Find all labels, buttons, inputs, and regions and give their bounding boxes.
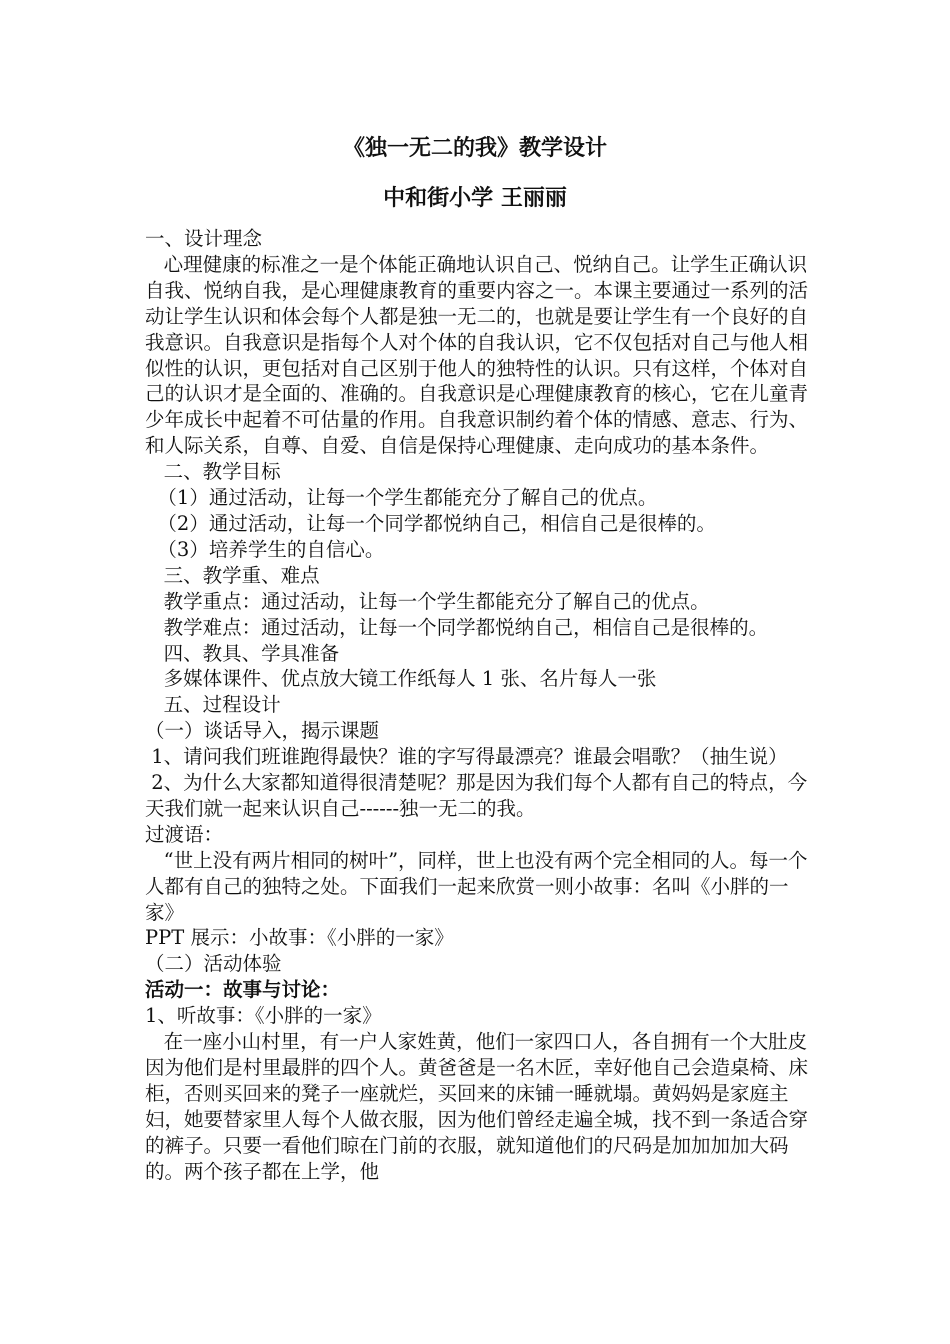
body-paragraph: （二）活动体验 xyxy=(145,952,282,976)
body-paragraph: 四、教具、学具准备 xyxy=(145,641,340,665)
body-paragraph: 三、教学重、难点 xyxy=(145,563,320,587)
body-paragraph: 五、过程设计 xyxy=(145,693,281,717)
body-paragraph: 心理健康的标准之一是个体能正确地认识自己、悦纳自己。让学生正确认识自我、悦纳自我，是心理健康教育的重要内容之一。本课主要通过一系列的活动让学生认识和体会每个人都是独一无二的，也就是要让学生有一个良好的自我意识。自我意识是指每个人对个体的自我认识，它不仅包括对自己与他人相似性的认识，更包括对自己区别于他人的独特性的认识。只有这样，个体对自己的认识才是全面的、准确的。自我意识是心理健康教育的核心，它在儿童青少年成长中起着不可估量的作用。自我意识制约着个体的情感、意志、行为、和人际关系，自尊、自爱、自信是保持心理健康、走向成功的基本条件。 xyxy=(145,252,809,458)
body-paragraph: 2、为什么大家都知道得很清楚呢？那是因为我们每个人都有自己的特点，今天我们就一起来认识自己------独一无二的我。 xyxy=(145,771,808,820)
body-paragraph: （3）培养学生的自信心。 xyxy=(145,537,385,561)
body-paragraph: 在一座小山村里，有一户人家姓黄，他们一家四口人，各自拥有一个大肚皮因为他们是村里最胖的四个人。黄爸爸是一名木匠，幸好他自己会造桌椅、床柜，否则买回来的凳子一座就烂，买回来的床铺一睡就塌。黄妈妈是家庭主妇，她要替家里人每个人做衣服，因为他们曾经走遍全城，找不到一条适合穿的裤子。只要一看他们晾在门前的衣服，就知道他们的尺码是加加加加大码的。两个孩子都在上学，他 xyxy=(145,1030,809,1183)
body-paragraph: 一、设计理念 xyxy=(145,227,263,250)
body-paragraph: （一）谈话导入，揭示课题 xyxy=(145,719,380,743)
body-paragraph: （1）通过活动，让每一个学生都能充分了解自己的优点。 xyxy=(145,486,658,510)
body-paragraph: 二、教学目标 xyxy=(145,460,281,484)
body-paragraph: 1、听故事：《小胖的一家》 xyxy=(145,1004,382,1028)
body-paragraph: PPT 展示：小故事：《小胖的一家》 xyxy=(145,926,454,950)
document-body xyxy=(145,226,811,1185)
body-paragraph: 过渡语： xyxy=(145,822,224,846)
body-paragraph: 1、请问我们班谁跑得最快？谁的字写得最漂亮？谁最会唱歌？（抽生说） xyxy=(145,745,788,769)
body-paragraph: 活动一：故事与讨论： xyxy=(145,978,341,1002)
body-paragraph: 多媒体课件、优点放大镜工作纸每人 1 张、名片每人一张 xyxy=(145,667,657,691)
body-paragraph: 教学难点：通过活动，让每一个同学都悦纳自己，相信自己是很棒的。 xyxy=(145,615,769,639)
body-paragraph: “世上没有两片相同的树叶”，同样，世上也没有两个完全相同的人。每一个人都有自己的独特之处。下面我们一起来欣赏一则小故事：名叫《小胖的一家》 xyxy=(145,848,808,924)
body-paragraph: 教学重点：通过活动，让每一个学生都能充分了解自己的优点。 xyxy=(145,589,710,613)
document-title: 《独一无二的我》教学设计 xyxy=(342,136,607,161)
author-line: 中和街小学 王丽丽 xyxy=(383,186,567,211)
body-paragraph: （2）通过活动，让每一个同学都悦纳自己，相信自己是很棒的。 xyxy=(145,511,716,535)
